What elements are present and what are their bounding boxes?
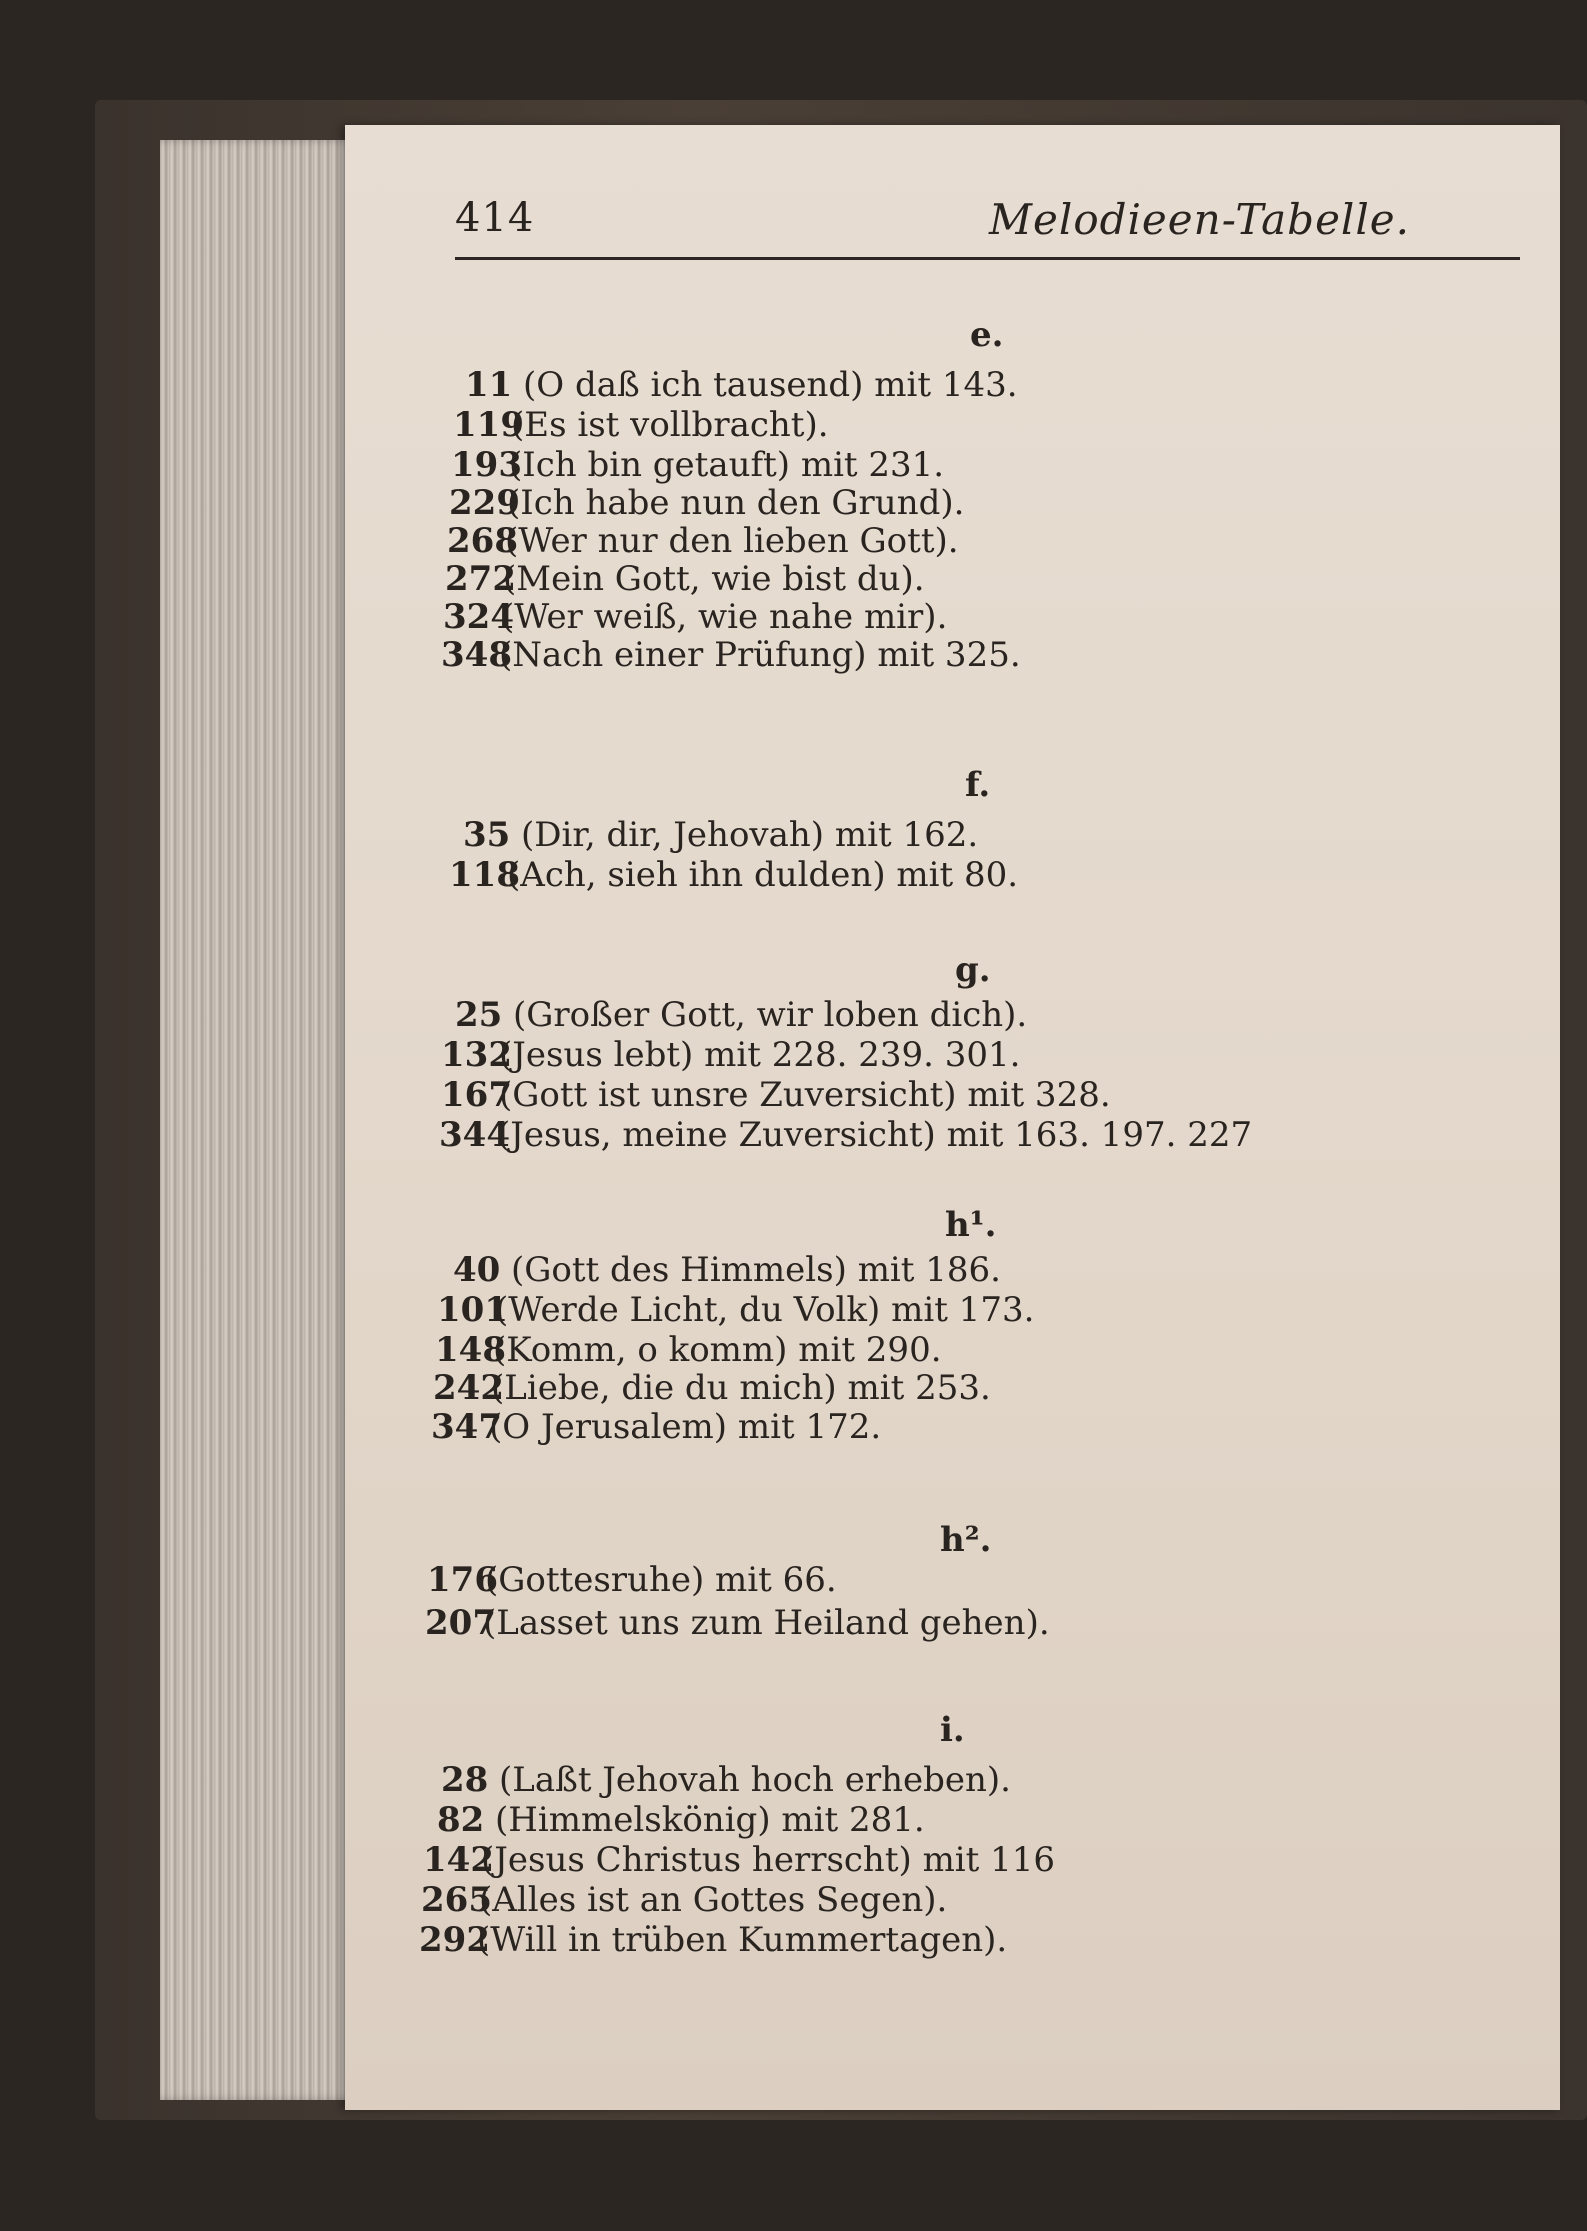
list-item: 193(Ich bin getauft) mit 231. [451, 445, 945, 485]
section-letter-f: f. [965, 765, 991, 805]
list-item: 207(Lasset uns zum Heiland gehen). [425, 1603, 1050, 1643]
list-item: 167(Gott ist unsre Zuversicht) mit 328. [441, 1075, 1111, 1115]
list-item: 292(Will in trüben Kummertagen). [419, 1920, 1008, 1960]
list-item: 242(Liebe, die du mich) mit 253. [433, 1368, 991, 1408]
section-letter-h2: h². [940, 1520, 992, 1560]
list-item: 101(Werde Licht, du Volk) mit 173. [437, 1290, 1035, 1330]
list-item: 229(Ich habe nun den Grund). [449, 483, 965, 523]
list-item: 347(O Jerusalem) mit 172. [431, 1407, 882, 1447]
section-letter-e: e. [970, 315, 1004, 355]
list-item: 344(Jesus, meine Zuversicht) mit 163. 197. 227 [439, 1115, 1253, 1155]
page-edges [160, 140, 360, 2100]
list-item: 25 (Großer Gott, wir loben dich). [455, 995, 1028, 1035]
section-letter-h1: h¹. [945, 1205, 997, 1245]
list-item: 118(Ach, sieh ihn dulden) mit 80. [449, 855, 1019, 895]
list-item: 176(Gottesruhe) mit 66. [427, 1560, 837, 1600]
header-rule [455, 257, 1520, 260]
list-item: 272(Mein Gott, wie bist du). [445, 559, 925, 599]
list-item: 82 (Himmelskönig) mit 281. [437, 1800, 925, 1840]
list-item: 119(Es ist vollbracht). [453, 405, 829, 445]
list-item: 28 (Laßt Jehovah hoch erheben). [441, 1760, 1011, 1800]
page-header [455, 195, 1505, 275]
list-item: 148(Komm, o komm) mit 290. [435, 1330, 942, 1370]
list-item: 142(Jesus Christus herrscht) mit 116 [423, 1840, 1056, 1880]
list-item: 268(Wer nur den lieben Gott). [447, 521, 959, 561]
list-item: 35 (Dir, dir, Jehovah) mit 162. [463, 815, 979, 855]
list-item: 40 (Gott des Himmels) mit 186. [453, 1250, 1001, 1290]
list-item: 132(Jesus lebt) mit 228. 239. 301. [441, 1035, 1021, 1075]
list-item: 11 (O daß ich tausend) mit 143. [465, 365, 1018, 405]
page-number: 414 [455, 195, 535, 241]
list-item: 348(Nach einer Prüfung) mit 325. [441, 635, 1021, 675]
section-letter-g: g. [955, 950, 991, 990]
list-item: 265(Alles ist an Gottes Segen). [421, 1880, 948, 1920]
section-letter-i: i. [940, 1710, 965, 1750]
running-title: Melodieen-Tabelle. [989, 195, 1410, 244]
list-item: 324(Wer weiß, wie nahe mir). [443, 597, 948, 637]
book-page [345, 125, 1560, 2110]
